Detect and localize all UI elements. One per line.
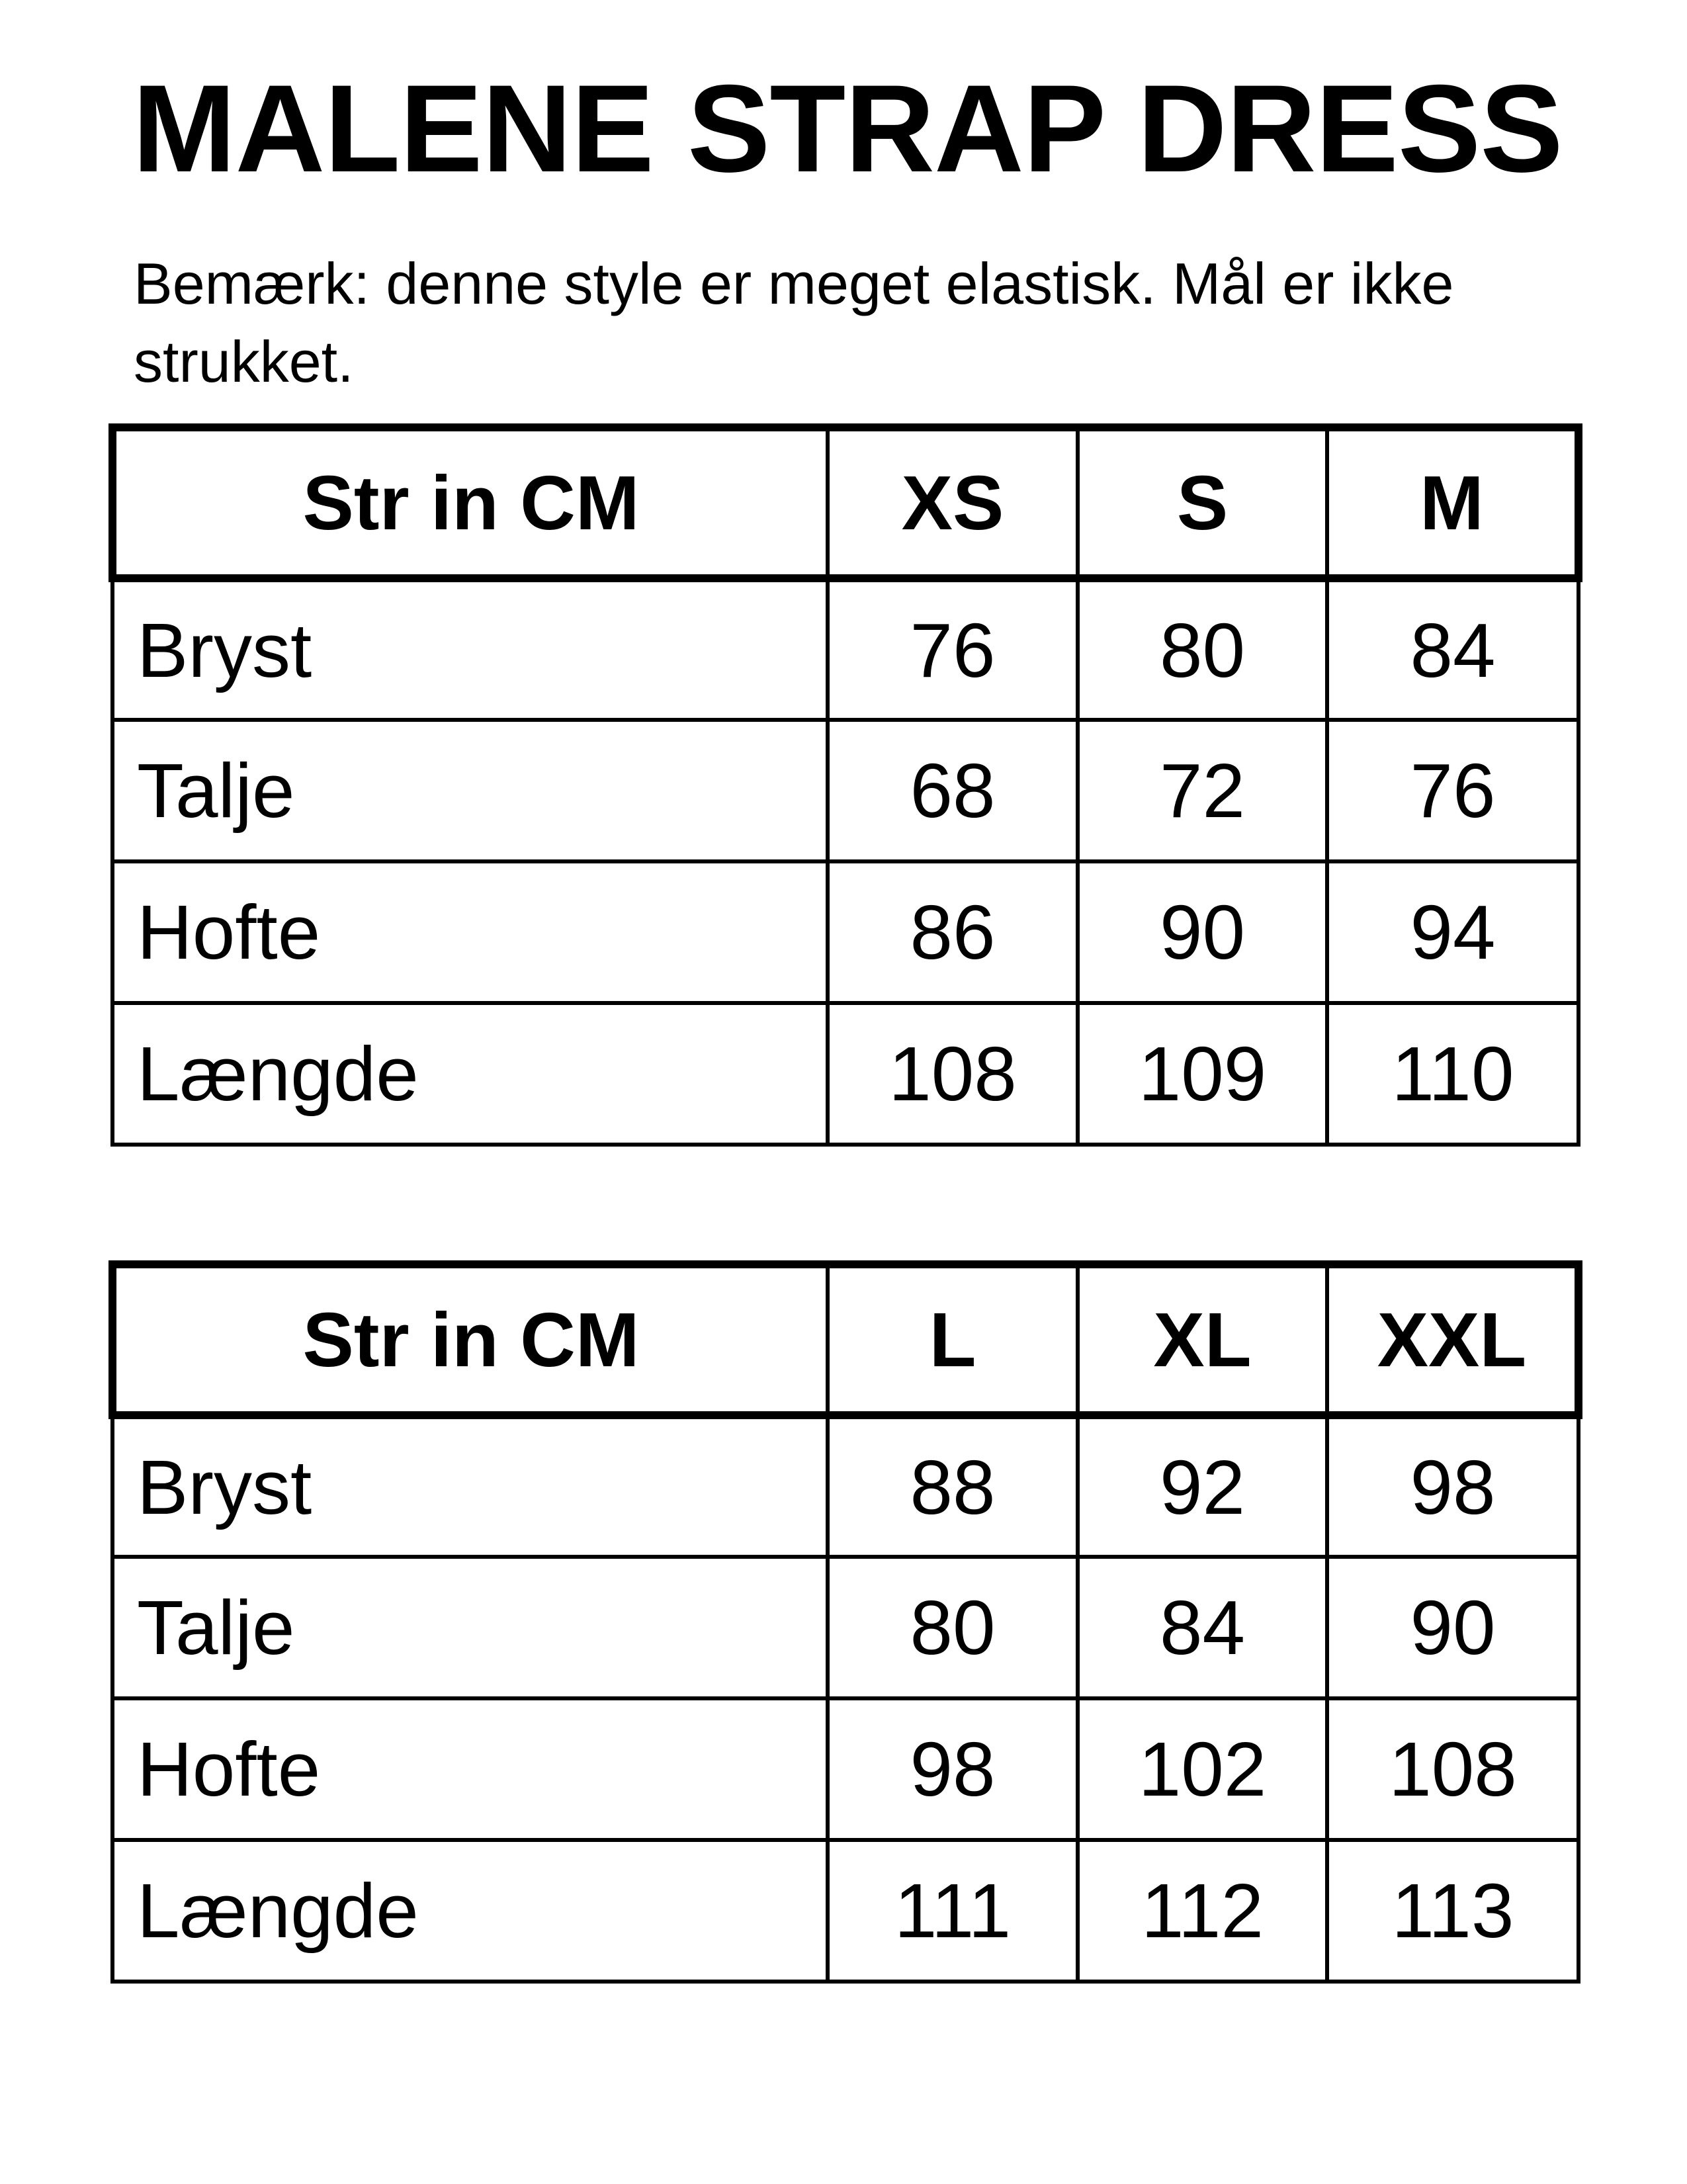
- page-title: MALENE STRAP DRESS: [132, 59, 1563, 198]
- measurement-label: Bryst: [112, 1415, 828, 1557]
- measurement-value: 88: [828, 1415, 1078, 1557]
- header-cell-size: S: [1078, 427, 1327, 578]
- measurement-label: Bryst: [112, 578, 828, 720]
- measurement-label: Hofte: [112, 861, 828, 1003]
- measurement-value: 108: [828, 1003, 1078, 1145]
- measurement-value: 84: [1327, 578, 1579, 720]
- measurement-value: 80: [828, 1557, 1078, 1698]
- measurement-value: 102: [1078, 1698, 1327, 1840]
- measurement-label: Talje: [112, 720, 828, 861]
- measurement-value: 86: [828, 861, 1078, 1003]
- table-row: [112, 720, 1579, 861]
- measurement-value: 109: [1078, 1003, 1327, 1145]
- measurement-value: 80: [1078, 578, 1327, 720]
- table-row: [112, 578, 1579, 720]
- measurement-value: 112: [1078, 1840, 1327, 1982]
- table-row: [112, 1003, 1579, 1145]
- header-cell-size: XS: [828, 427, 1078, 578]
- measurement-value: 90: [1327, 1557, 1579, 1698]
- measurement-value: 113: [1327, 1840, 1579, 1982]
- measurement-value: 76: [828, 578, 1078, 720]
- header-cell-size: L: [828, 1264, 1078, 1415]
- table-header-row: [112, 1264, 1579, 1415]
- table-row: [112, 1840, 1579, 1982]
- measurement-value: 98: [1327, 1415, 1579, 1557]
- measurement-value: 72: [1078, 720, 1327, 861]
- measurement-label: Længde: [112, 1840, 828, 1982]
- measurement-label: Længde: [112, 1003, 828, 1145]
- header-cell-size: XXL: [1327, 1264, 1579, 1415]
- size-table-xs-m: [108, 423, 1582, 1147]
- measurement-value: 84: [1078, 1557, 1327, 1698]
- header-cell-label: Str in CM: [112, 1264, 828, 1415]
- elasticity-note: Bemærk: denne style er meget elastisk. Mål er ikke strukket.: [134, 251, 1454, 394]
- header-cell-label: Str in CM: [112, 427, 828, 578]
- table-header-row: [112, 427, 1579, 578]
- measurement-value: 92: [1078, 1415, 1327, 1557]
- measurement-value: 68: [828, 720, 1078, 861]
- table-row: [112, 1557, 1579, 1698]
- table-row: [112, 861, 1579, 1003]
- measurement-label: Hofte: [112, 1698, 828, 1840]
- table-row: [112, 1415, 1579, 1557]
- measurement-value: 108: [1327, 1698, 1579, 1840]
- header-cell-size: M: [1327, 427, 1579, 578]
- measurement-value: 94: [1327, 861, 1579, 1003]
- measurement-value: 110: [1327, 1003, 1579, 1145]
- measurement-label: Talje: [112, 1557, 828, 1698]
- measurement-value: 90: [1078, 861, 1327, 1003]
- measurement-value: 76: [1327, 720, 1579, 861]
- header-cell-size: XL: [1078, 1264, 1327, 1415]
- table-row: [112, 1698, 1579, 1840]
- measurement-value: 98: [828, 1698, 1078, 1840]
- measurement-value: 111: [828, 1840, 1078, 1982]
- size-table-l-xxl: [108, 1260, 1582, 1984]
